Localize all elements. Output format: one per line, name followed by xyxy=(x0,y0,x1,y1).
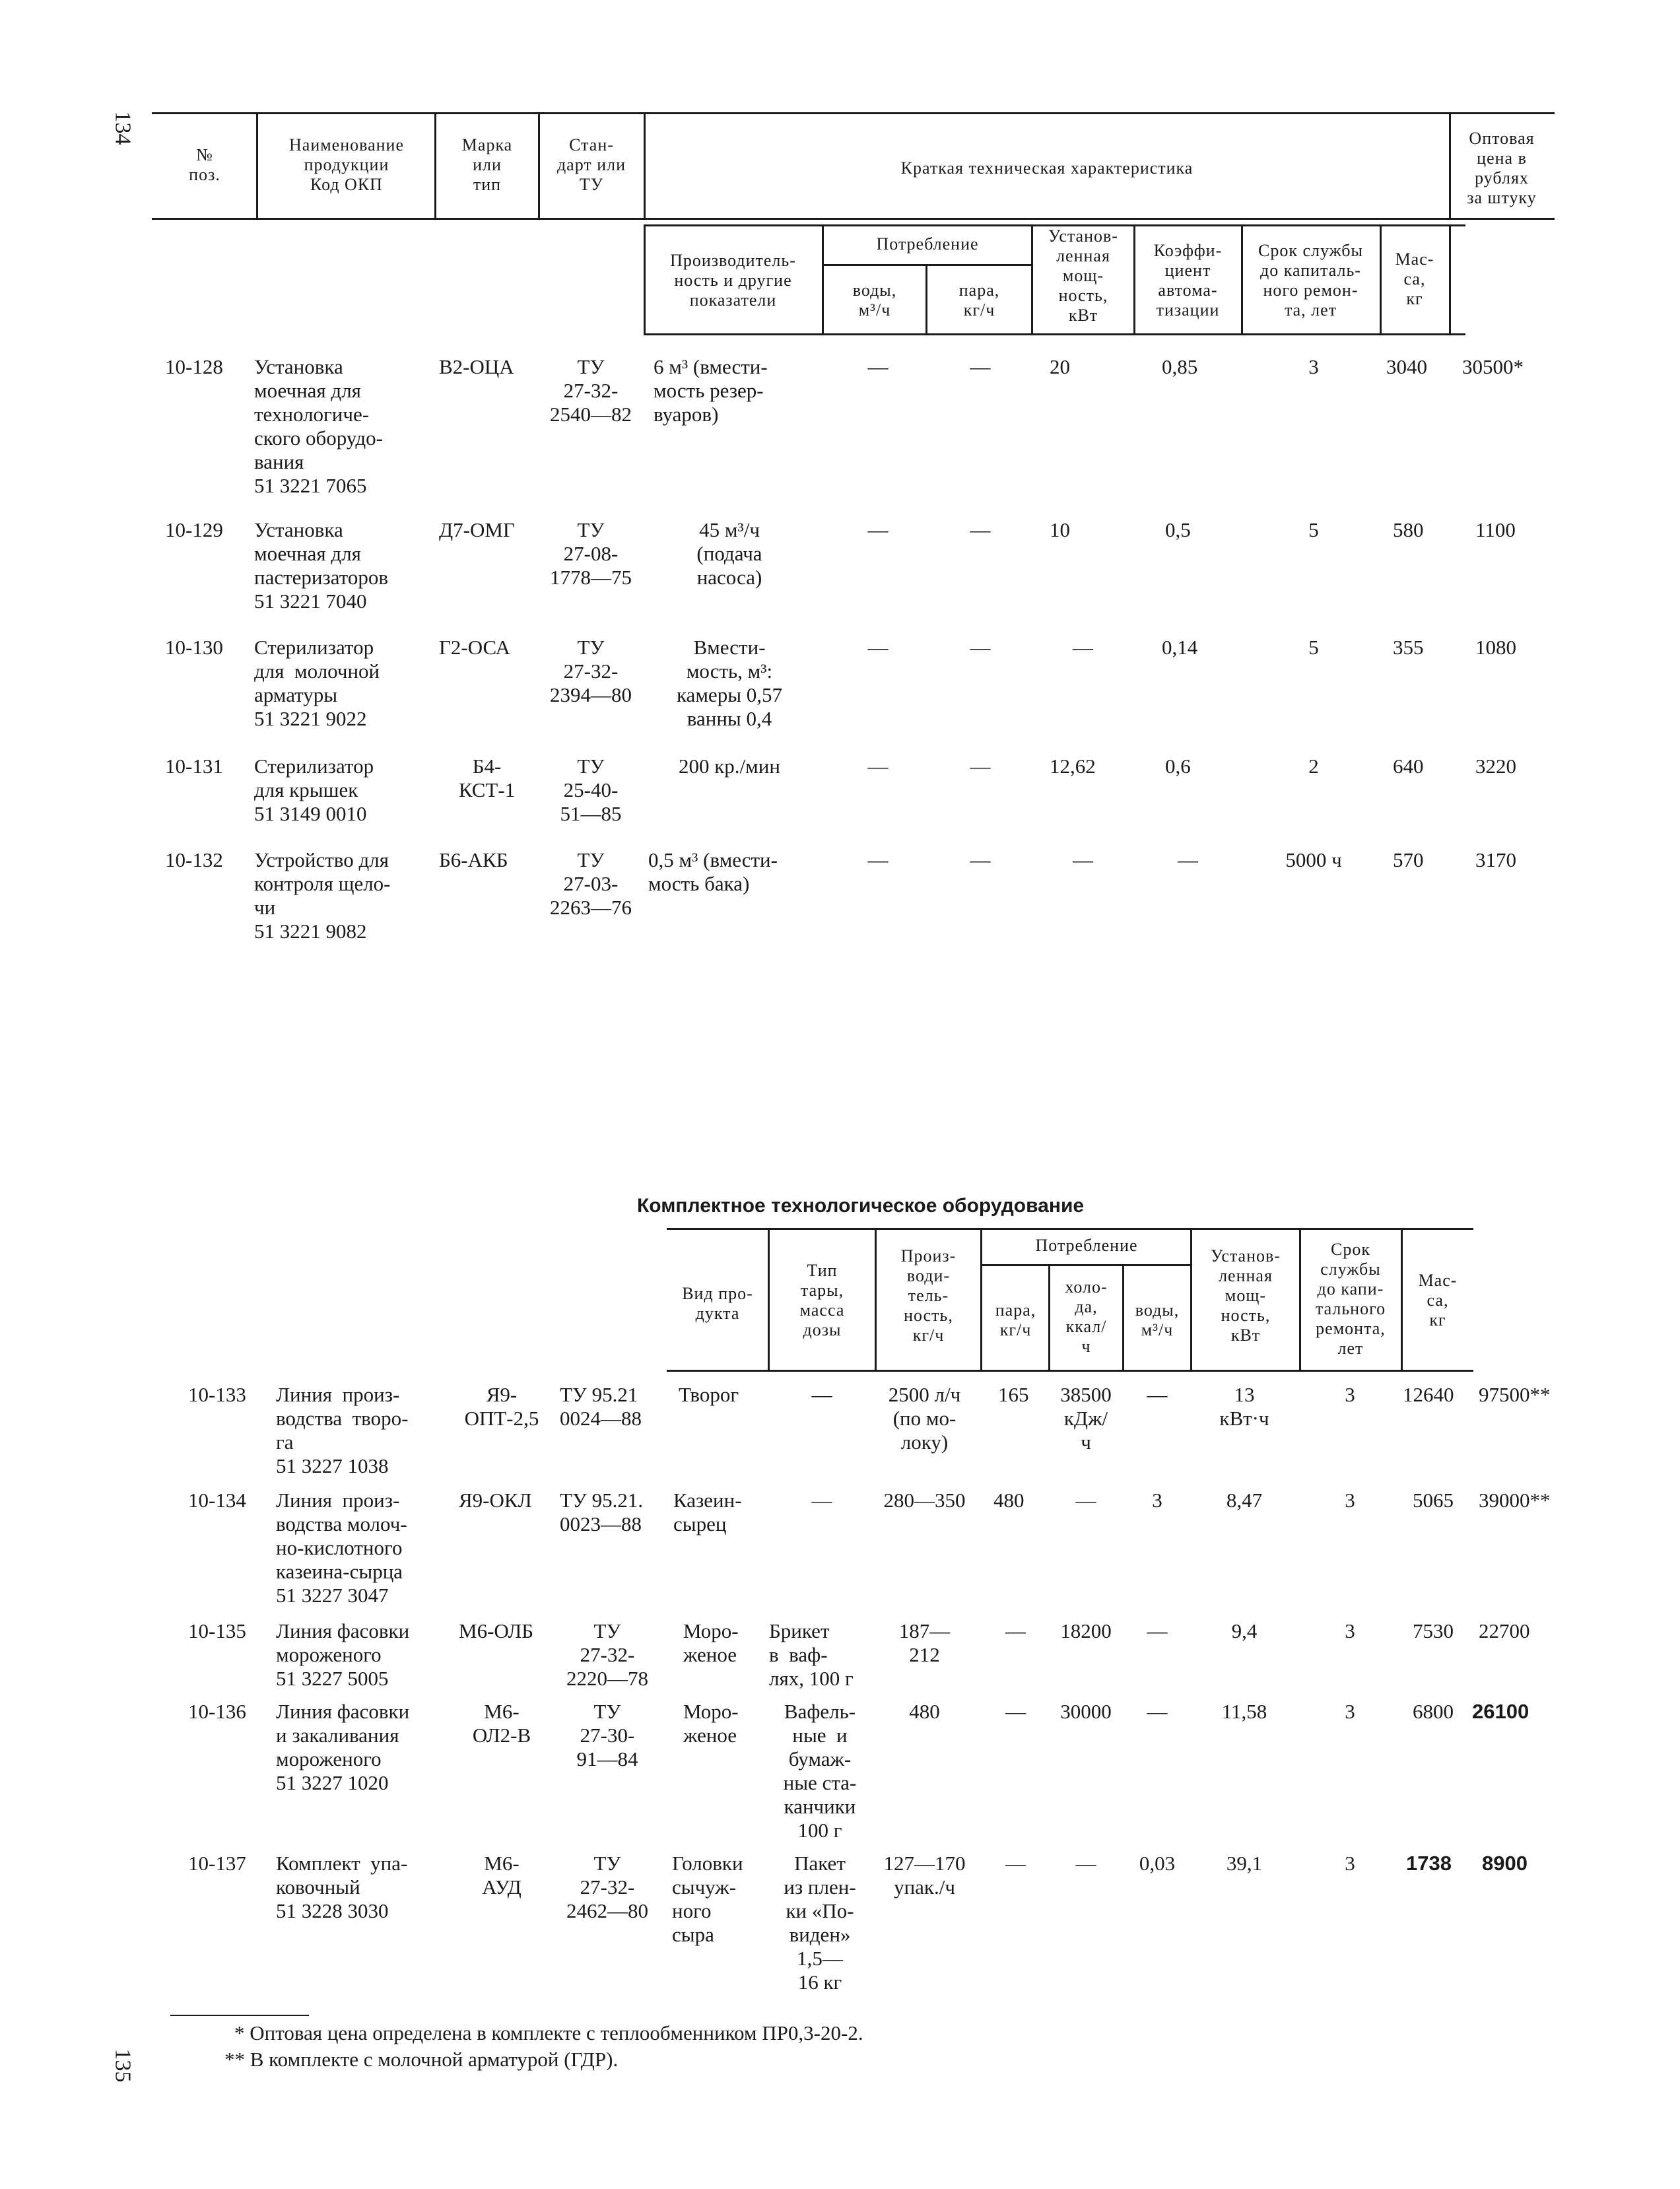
row-product: Моро- женое xyxy=(683,1700,739,1747)
row-name: Линия фасовки и закаливания мороженого 51 3227 1020 xyxy=(276,1700,410,1794)
t1-header-tech: Краткая техническая характеристика xyxy=(900,158,1193,178)
table2-title: Комплектное технологическое оборудование xyxy=(637,1195,1085,1217)
t2-header-water: воды, м³/ч xyxy=(1135,1300,1180,1339)
row-water: — xyxy=(867,518,889,541)
t1-header-num: № поз. xyxy=(189,145,220,184)
row-price: 97500** xyxy=(1479,1383,1551,1406)
row-std: ТУ 25-40- 51—85 xyxy=(560,755,622,825)
row-water: — xyxy=(1147,1619,1168,1642)
t1-header-steam: пара, кг/ч xyxy=(958,281,1000,320)
row-num: 10-132 xyxy=(165,848,223,871)
row-mark: Б4- КСТ-1 xyxy=(458,755,516,801)
t1-header-std: Стан- дарт или ТУ xyxy=(556,135,626,194)
t1-header-auto: Коэффи- циент автома- тизации xyxy=(1153,241,1223,320)
row-life: 3 xyxy=(1345,1700,1355,1723)
row-life: 2 xyxy=(1308,755,1319,778)
row-std: ТУ 95.21 0024—88 xyxy=(560,1383,642,1430)
row-num: 10-134 xyxy=(188,1489,246,1512)
row-name: Линия произ- водства творо- га 51 3227 1038 xyxy=(276,1383,409,1477)
t1-header-name: Наименование продукции Код ОКП xyxy=(289,135,404,194)
row-mark: Я9- ОПТ-2,5 xyxy=(464,1383,539,1430)
row-power: 9,4 xyxy=(1231,1619,1258,1642)
page-number-top: 134 xyxy=(110,111,135,145)
row-mark: Б6-АКБ xyxy=(439,848,508,871)
row-water: — xyxy=(867,636,889,659)
row-power: 8,47 xyxy=(1226,1489,1263,1512)
t2-header-cold: холо- да, ккал/ ч xyxy=(1065,1277,1108,1356)
row-name: Линия произ- водства молоч- но-кислотного казеина-сырца 51 3227 3047 xyxy=(276,1489,407,1607)
row-auto: 0,6 xyxy=(1165,755,1191,778)
t1-header-mark: Марка или тип xyxy=(461,135,513,194)
row-price: 22700 xyxy=(1479,1619,1530,1642)
row-life: 5000 ч xyxy=(1285,848,1342,871)
row-name: Устройство для контроля щело- чи 51 3221 9082 xyxy=(254,848,391,943)
row-num: 10-133 xyxy=(188,1383,246,1406)
row-std: ТУ 27-03- 2263—76 xyxy=(550,848,632,919)
row-product: Казеин- сырец xyxy=(673,1489,742,1535)
t2-header-life: Срок службы до капи- тального ремонта, лет xyxy=(1315,1240,1386,1358)
row-std: ТУ 27-32- 2540—82 xyxy=(550,355,632,426)
table2-top-rule xyxy=(667,1228,1473,1230)
row-num: 10-131 xyxy=(165,755,223,778)
row-mass: 570 xyxy=(1393,848,1424,871)
row-num: 10-128 xyxy=(165,355,223,378)
row-tara: — xyxy=(811,1489,832,1512)
row-num: 10-136 xyxy=(188,1700,246,1723)
row-std: ТУ 27-32- 2220—78 xyxy=(566,1619,648,1690)
row-steam: 165 xyxy=(998,1383,1029,1406)
row-auto: — xyxy=(1178,848,1198,871)
row-name: Установка моечная для пастеризаторов 51 3221 7040 xyxy=(254,518,388,613)
row-steam: — xyxy=(1005,1852,1026,1875)
row-prod: 127—170 упак./ч xyxy=(883,1852,966,1899)
row-steam: — xyxy=(970,848,991,871)
row-price: 1100 xyxy=(1475,518,1516,541)
row-steam: — xyxy=(970,355,991,378)
row-power: 11,58 xyxy=(1221,1700,1267,1723)
table2-consumption-rule xyxy=(980,1264,1190,1266)
row-price: 8900 xyxy=(1482,1852,1528,1875)
row-power: — xyxy=(1073,848,1093,871)
row-water: 3 xyxy=(1152,1489,1162,1512)
row-life: 3 xyxy=(1345,1489,1355,1512)
t1-header-water: воды, м³/ч xyxy=(852,281,897,320)
row-name: Стерилизатор для молочной арматуры 51 3221 9022 xyxy=(254,636,380,730)
row-prod: 2500 л/ч (по мо- локу) xyxy=(888,1383,961,1454)
row-product: Головки сычуж- ного сыра xyxy=(672,1852,743,1946)
row-cold: — xyxy=(1075,1852,1096,1875)
t2-header-consumption: Потребление xyxy=(1035,1236,1138,1255)
row-steam: — xyxy=(1005,1619,1026,1642)
row-num: 10-137 xyxy=(188,1852,246,1875)
page-number-bottom: 135 xyxy=(110,2048,135,2083)
row-water: — xyxy=(867,755,889,778)
row-tara: — xyxy=(811,1383,832,1406)
row-life: 3 xyxy=(1345,1852,1355,1875)
row-mark: М6-ОЛБ xyxy=(459,1619,534,1642)
row-cold: — xyxy=(1075,1489,1096,1512)
row-steam: — xyxy=(970,518,991,541)
row-mark: Г2-ОСА xyxy=(439,636,511,659)
table1-header-rule xyxy=(152,218,1555,220)
row-mass: 1738 xyxy=(1406,1852,1452,1875)
row-prod: 187— 212 xyxy=(898,1619,951,1666)
row-auto: 0,85 xyxy=(1162,355,1198,378)
row-mass: 12640 xyxy=(1403,1383,1454,1406)
row-tara: Вафель- ные и бумаж- ные ста- канчики 100 г xyxy=(783,1700,857,1842)
row-mass: 7530 xyxy=(1413,1619,1454,1642)
row-std: ТУ 27-30- 91—84 xyxy=(576,1700,638,1770)
row-water: — xyxy=(867,848,889,871)
row-power: — xyxy=(1073,636,1093,659)
row-cold: 30000 xyxy=(1060,1700,1112,1723)
row-mass: 640 xyxy=(1393,755,1424,778)
row-mass: 355 xyxy=(1393,636,1424,659)
t1-header-prod: Производитель- ность и другие показатели xyxy=(670,251,796,310)
row-tara: Пакет из плен- ки «По- виден» 1,5— 16 кг xyxy=(784,1852,856,1994)
row-price: 1080 xyxy=(1475,636,1516,659)
row-prod: Вмести- мость, м³: камеры 0,57 ванны 0,4 xyxy=(676,636,783,730)
row-water: — xyxy=(867,355,889,378)
row-life: 3 xyxy=(1345,1383,1355,1406)
row-water: 0,03 xyxy=(1139,1852,1176,1875)
row-steam: — xyxy=(970,636,991,659)
footnote-2: ** В комплекте с молочной арматурой (ГДР). xyxy=(224,2048,619,2071)
t1-header-power: Установ- ленная мощ- ность, кВт xyxy=(1048,226,1118,325)
row-steam: — xyxy=(970,755,991,778)
row-price: 3170 xyxy=(1475,848,1516,871)
table1-top-rule xyxy=(152,112,1555,114)
row-prod: 0,5 м³ (вмести- мость бака) xyxy=(648,848,778,895)
row-steam: 480 xyxy=(993,1489,1025,1512)
row-prod: 200 кр./мин xyxy=(679,755,780,778)
row-std: ТУ 27-08- 1778—75 xyxy=(550,518,632,589)
row-mark: М6- АУД xyxy=(482,1852,521,1899)
row-mark: М6- ОЛ2-В xyxy=(472,1700,531,1747)
row-prod: 480 xyxy=(909,1700,940,1723)
row-life: 5 xyxy=(1308,518,1319,541)
row-price: 26100 xyxy=(1472,1700,1529,1723)
row-power: 20 xyxy=(1050,355,1070,378)
row-auto: 0,5 xyxy=(1165,518,1191,541)
row-mark: Д7-ОМГ xyxy=(439,518,515,541)
row-num: 10-130 xyxy=(165,636,223,659)
row-tara: Брикет в ваф- лях, 100 г xyxy=(769,1619,854,1690)
row-steam: — xyxy=(1005,1700,1026,1723)
row-mark: В2-ОЦА xyxy=(439,355,514,378)
t2-header-tara: Тип тары, масса дозы xyxy=(799,1261,845,1339)
row-mass: 5065 xyxy=(1413,1489,1454,1512)
row-num: 10-135 xyxy=(188,1619,246,1642)
row-std: ТУ 95.21. 0023—88 xyxy=(560,1489,644,1535)
row-water: — xyxy=(1147,1383,1168,1406)
row-product: Творог xyxy=(679,1383,739,1406)
row-cold: 18200 xyxy=(1060,1619,1112,1642)
row-power: 13 кВт·ч xyxy=(1219,1383,1269,1430)
t2-header-product: Вид про- дукта xyxy=(682,1284,753,1323)
row-cold: 38500 кДж/ ч xyxy=(1060,1383,1112,1454)
row-std: ТУ 27-32- 2462—80 xyxy=(566,1852,648,1922)
footnote-1: * Оптовая цена определена в комплекте с теплообменником ПР0,3-20-2. xyxy=(234,2021,863,2044)
row-mark: Я9-ОКЛ xyxy=(459,1489,532,1512)
t2-header-steam: пара, кг/ч xyxy=(995,1300,1036,1339)
row-name: Комплект упа- ковочный 51 3228 3030 xyxy=(276,1852,408,1922)
row-power: 12,62 xyxy=(1050,755,1096,778)
row-power: 39,1 xyxy=(1226,1852,1263,1875)
row-prod: 280—350 xyxy=(883,1489,966,1512)
row-prod: 45 м³/ч (подача насоса) xyxy=(696,518,762,589)
row-price: 3220 xyxy=(1475,755,1516,778)
row-life: 3 xyxy=(1345,1619,1355,1642)
row-water: — xyxy=(1147,1700,1168,1723)
row-num: 10-129 xyxy=(165,518,223,541)
t1-header-consumption: Потребление xyxy=(876,234,979,253)
row-life: 5 xyxy=(1308,636,1319,659)
row-mass: 580 xyxy=(1393,518,1424,541)
row-product: Моро- женое xyxy=(683,1619,739,1666)
row-name: Линия фасовки мороженого 51 3227 5005 xyxy=(276,1619,410,1690)
row-mass: 3040 xyxy=(1386,355,1427,378)
t2-header-power: Установ- ленная мощ- ность, кВт xyxy=(1211,1246,1281,1345)
row-auto: 0,14 xyxy=(1162,636,1198,659)
t2-header-mass: Мас- са, кг xyxy=(1418,1271,1458,1330)
row-name: Установка моечная для технологиче- ского оборудо- вания 51 3221 7065 xyxy=(254,355,383,497)
row-price: 30500* xyxy=(1462,355,1524,378)
row-name: Стерилизатор для крышек 51 3149 0010 xyxy=(254,755,374,825)
t1-header-life: Срок службы до капиталь- ного ремон- та, лет xyxy=(1258,241,1363,320)
row-life: 3 xyxy=(1308,355,1319,378)
table2-bottom-rule xyxy=(667,1370,1473,1372)
t2-header-prod: Произ- води- тель- ность, кг/ч xyxy=(900,1246,957,1345)
footnote-rule xyxy=(170,2015,309,2016)
t1-header-mass: Мас- са, кг xyxy=(1395,250,1434,308)
row-mass: 6800 xyxy=(1413,1700,1454,1723)
table1-consumption-rule xyxy=(822,264,1033,266)
table1-bottom-rule xyxy=(644,333,1465,335)
row-price: 39000** xyxy=(1479,1489,1551,1512)
row-prod: 6 м³ (вмести- мость резер- вуаров) xyxy=(654,355,768,426)
t1-header-price: Оптовая цена в рублях за штуку xyxy=(1467,129,1537,207)
row-power: 10 xyxy=(1050,518,1070,541)
row-std: ТУ 27-32- 2394—80 xyxy=(550,636,632,706)
